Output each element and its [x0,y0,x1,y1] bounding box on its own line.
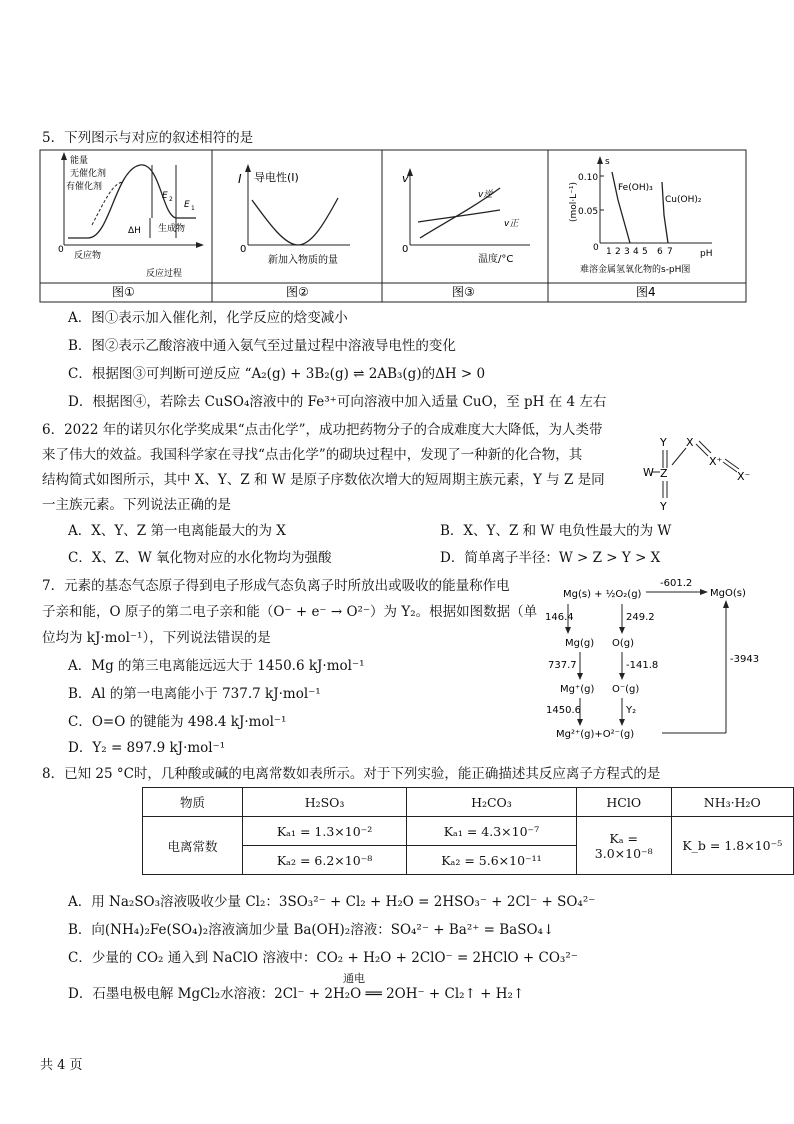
svg-text:Y₂: Y₂ [626,705,637,716]
svg-text:X⁻: X⁻ [737,470,751,483]
fig1-origin: 0 [58,245,64,255]
svg-text:1450.6: 1450.6 [546,705,581,716]
table-header: 物质 [143,788,243,817]
q7-line-1: 7．元素的基态气态原子得到电子形成气态负离子时所放出或吸收的能量称作电 [42,578,510,594]
fig4-yunit: (mol·L⁻¹) [569,181,579,222]
figure-3 [402,168,530,299]
svg-text:3: 3 [624,247,630,257]
fig1-e2: E [162,191,168,201]
fig2-xlabel: 新加入物质的量 [268,255,338,266]
v-forward-curve [418,210,500,222]
figure-4 [569,156,712,299]
fig4-s: s [605,157,610,167]
fig2-ysym: I [238,172,242,186]
fig1-energy-label: 能量 [70,156,89,166]
fig1-e2-sub: 2 [169,196,173,203]
q6-line-1: 6．2022 年的诺贝尔化学奖成果“点击化学”，成功把药物分子的合成难度大大降低，为人类带 [42,422,603,438]
table-header: H₂SO₃ [243,788,407,817]
fig3-vrev: v逆 [478,190,493,200]
svg-text:X⁺: X⁺ [709,455,723,468]
page-footer: 共 4 页 [40,1058,83,1073]
fig4-y1: 0.10 [578,173,599,183]
q7-cycle [545,578,759,740]
q5-option-c: C．根据图③可判断可逆反应 “A₂(g) + 3B₂(g) ⇌ 2AB₃(g)的ΔH > 0 [68,366,486,382]
table-header: NH₃·H₂O [671,788,793,817]
fig2-origin: 0 [240,244,247,255]
svg-text:249.2: 249.2 [626,612,655,623]
svg-text:Z: Z [660,467,668,480]
q5-option-d: D．根据图④，若除去 CuSO₄溶液中的 Fe³⁺可向溶液中加入适量 CuO，至 pH 在 4 左右 [68,394,607,410]
fig2-caption: 图② [286,285,309,299]
fig1-reactant: 反应物 [74,251,102,261]
fig1-caption: 图① [112,285,135,299]
table-row-label: 电离常数 [143,817,243,875]
fig1-xaxis: 反应过程 [146,269,183,279]
svg-text:Y: Y [660,500,667,513]
q8-option-d: D．石墨电极电解 MgCl₂水溶液：2Cl⁻ + 2H₂O ══ 2OH⁻ + Cl₂↑ + H₂↑ [68,986,525,1002]
table-cell: Kₐ = 3.0×10⁻⁸ [576,817,671,875]
svg-text:Mg⁺(g): Mg⁺(g) [560,684,595,695]
q6-line-4: 一主族元素。下列说法正确的是 [42,497,231,513]
q6-option-c: C．X、Z、W 氧化物对应的水化物均为强酸 [68,550,332,566]
q6-option-b: B．X、Y、Z 和 W 电负性最大的为 W [440,523,672,539]
table-cell: Kₐ₁ = 4.3×10⁻⁷ [407,817,577,846]
fig1-uncatalyzed-label: 无催化剂 [70,169,107,179]
figure-frame [40,150,746,302]
table-cell: K_b = 1.8×10⁻⁵ [671,817,793,875]
q6-structure [643,436,751,513]
fig1-e1-sub: 1 [191,205,195,212]
svg-text:146.4: 146.4 [545,612,574,623]
q7-line-2: 子亲和能，O 原子的第二电子亲和能（O⁻ + e⁻ → O²⁻）为 Y₂。根据如图数据（单 [42,604,538,620]
fig4-ticks [606,247,673,257]
fig1-catalyzed-label: 有催化剂 [66,182,103,192]
cycle-start: Mg(s) + ½O₂(g) [563,589,642,600]
fig3-caption: 图③ [452,285,475,299]
q8-stem: 8．已知 25 °C时，几种酸或碱的电离常数如表所示。对于下列实验，能正确描述其反应离子方程式的是 [42,766,661,782]
svg-text:Mg²⁺(g)+O²⁻(g): Mg²⁺(g)+O²⁻(g) [556,729,635,740]
svg-text:X: X [686,436,694,449]
fig4-cuoh2: Cu(OH)₂ [665,195,702,205]
table-cell: Kₐ₁ = 1.3×10⁻² [243,817,407,846]
q6-line-2: 来了伟大的效益。我国科学家在寻找“点击化学”的砌块过程中，发现了一种新的化合物，其 [42,447,583,463]
fig2-ylabel: 导电性(I) [254,171,299,184]
fig4-subtitle: 难溶金属氢氧化物的s-pH图 [580,265,691,275]
q5-option-a: A．图①表示加入催化剂，化学反应的焓变减小 [68,310,348,326]
electrolysis-condition: 通电 [343,972,365,985]
fig1-dh: ΔH [128,226,141,236]
table-header: H₂CO₃ [407,788,577,817]
table-cell: Kₐ₂ = 5.6×10⁻¹¹ [407,846,577,875]
q7-option-b: B．Al 的第一电离能小于 737.7 kJ·mol⁻¹ [68,686,321,702]
q8-option-c: C．少量的 CO₂ 通入到 NaClO 溶液中：CO₂ + H₂O + 2ClO⁻ = 2HClO + CO₃²⁻ [68,950,578,966]
figure-2 [238,164,350,299]
q8-option-a: A．用 Na₂SO₃溶液吸收少量 Cl₂：3SO₃²⁻ + Cl₂ + H₂O = 2HSO₃⁻ + 2Cl⁻ + SO₄²⁻ [68,894,596,910]
svg-text:MgO(s): MgO(s) [710,588,746,599]
svg-text:O(g): O(g) [612,638,635,649]
fig1-product: 生成物 [158,224,186,234]
svg-text:Mg(g): Mg(g) [565,638,595,649]
q7-option-d: D．Y₂ = 897.9 kJ·mol⁻¹ [68,740,226,756]
svg-text:W: W [643,466,654,479]
fig3-xlabel: 温度/°C [478,254,514,265]
fig4-feoh3: Fe(OH)₃ [618,183,653,193]
svg-text:Y: Y [660,436,667,449]
figure-1 [58,152,204,299]
table-cell: Kₐ₂ = 6.2×10⁻⁸ [243,846,407,875]
svg-text:-141.8: -141.8 [626,660,659,671]
svg-text:-601.2: -601.2 [660,578,693,589]
fig3-vfwd: v正 [504,219,519,229]
fig1-e1: E [184,200,190,210]
q5-option-b: B．图②表示乙酸溶液中通入氨气至过量过程中溶液导电性的变化 [68,338,456,354]
q6-line-3: 结构简式如图所示，其中 X、Y、Z 和 W 是原子序数依次增大的短周期主族元素，Y 与 Z 是同 [42,472,605,488]
cuoh2-curve [662,182,668,243]
svg-text:7: 7 [667,247,673,257]
q8-option-b: B．向(NH₄)₂Fe(SO₄)₂溶液滴加少量 Ba(OH)₂溶液：SO₄²⁻ + Ba²⁺ = BaSO₄↓ [68,922,555,938]
q5-stem: 5．下列图示与对应的叙述相符的是 [42,130,254,146]
fig3-origin: 0 [402,244,409,255]
ionization-constant-table [142,787,794,875]
conductivity-curve [252,198,338,245]
svg-text:737.7: 737.7 [548,660,577,671]
svg-text:2: 2 [615,247,621,257]
svg-text:4: 4 [633,247,639,257]
q7-option-c: C．O=O 的键能为 498.4 kJ·mol⁻¹ [68,714,287,730]
q7-line-3: 位均为 kJ·mol⁻¹），下列说法错误的是 [42,630,271,646]
fig4-y2: 0.05 [578,207,599,217]
table-header: HClO [576,788,671,817]
svg-text:6: 6 [657,247,663,257]
svg-text:O⁻(g): O⁻(g) [612,684,640,695]
q6-option-d: D．简单离子半径：W > Z > Y > X [440,550,661,566]
q7-option-a: A．Mg 的第三电离能远远大于 1450.6 kJ·mol⁻¹ [68,658,365,674]
fig4-ph: pH [700,249,713,259]
svg-text:1: 1 [606,247,612,257]
fig4-origin: 0 [593,243,599,253]
fig3-ysym: v [402,172,409,185]
svg-text:5: 5 [642,247,648,257]
fig4-caption: 图4 [636,285,656,299]
svg-text:-3943: -3943 [730,654,760,665]
q6-option-a: A．X、Y、Z 第一电离能最大的为 X [68,523,286,539]
